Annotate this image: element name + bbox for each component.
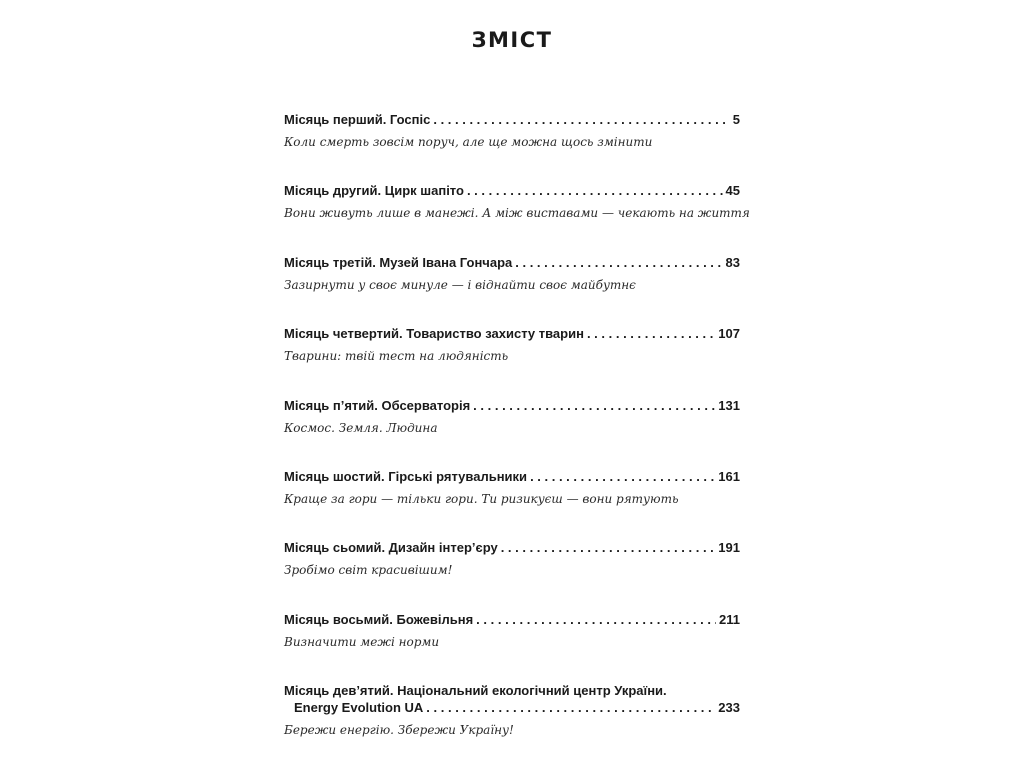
entry-page-number: 161 <box>718 468 740 484</box>
toc-entry[interactable] <box>284 325 740 396</box>
dot-leader <box>587 325 715 342</box>
entry-page-number: 45 <box>725 183 740 199</box>
entry-page-number: 233 <box>718 700 740 716</box>
toc-entry[interactable] <box>284 397 740 468</box>
entry-title: Місяць п’ятий. Обсерваторія <box>284 397 471 413</box>
entry-subtitle: Космос. Земля. Людина <box>284 420 438 435</box>
entry-title: Місяць четвертий. Товариство захисту тварин <box>284 326 584 342</box>
toc-entry[interactable] <box>284 111 740 182</box>
entry-subtitle: Бережи енергію. Збережи Україну! <box>284 723 514 738</box>
entry-page-number: 211 <box>719 611 740 627</box>
toc-entry[interactable] <box>284 182 750 253</box>
toc-entry[interactable] <box>284 539 740 610</box>
entry-title: Місяць дев’ятий. Національний екологічний центр України. <box>284 683 667 699</box>
entry-page-number: 5 <box>732 112 740 127</box>
dot-leader <box>473 397 715 414</box>
entry-page-number: 107 <box>718 326 740 342</box>
entry-title: Місяць третій. Музей Івана Гончара <box>284 254 513 270</box>
entry-page-number: 131 <box>718 397 740 413</box>
dot-leader <box>501 539 716 556</box>
dot-leader <box>530 468 715 485</box>
entry-title: Місяць сьомий. Дизайн інтер’єру <box>284 540 498 556</box>
entry-title: Місяць другий. Цирк шапіто <box>284 183 464 199</box>
toc-entry[interactable] <box>284 254 740 325</box>
toc-entry[interactable] <box>284 468 740 539</box>
toc-list <box>284 111 750 772</box>
dot-leader <box>476 611 716 628</box>
entry-subtitle: Зазирнути у своє минуле — і віднайти своє майбутнє <box>284 277 636 292</box>
dot-leader <box>467 182 723 199</box>
entry-title: Місяць восьмий. Божевільня <box>284 611 474 627</box>
entry-title: Місяць перший. Госпіс <box>284 112 431 127</box>
toc-entry[interactable] <box>284 682 740 772</box>
dot-leader <box>515 254 722 271</box>
entry-page-number: 191 <box>718 540 740 556</box>
entry-subtitle: Коли смерть зовсім поруч, але ще можна щось змінити <box>284 135 653 149</box>
toc-entry[interactable] <box>284 611 740 682</box>
entry-subtitle: Визначити межі норми <box>284 634 440 649</box>
entry-subtitle: Вони живуть лише в манежі. А між виставами — чекають на життя <box>284 206 750 221</box>
entry-subtitle: Краще за гори — тільки гори. Ти ризикуєш — вони рятують <box>284 491 679 506</box>
entry-page-number: 83 <box>725 254 740 270</box>
entry-title-continuation: Energy Evolution UA <box>294 700 424 716</box>
entry-subtitle: Зробімо світ красивішим! <box>284 563 453 578</box>
entry-subtitle: Тварини: твій тест на людяність <box>284 349 509 364</box>
page-title: ЗМІСТ <box>471 28 553 52</box>
entry-title: Місяць шостий. Гірські рятувальники <box>284 468 528 484</box>
dot-leader <box>433 111 729 128</box>
dot-leader <box>426 699 715 716</box>
